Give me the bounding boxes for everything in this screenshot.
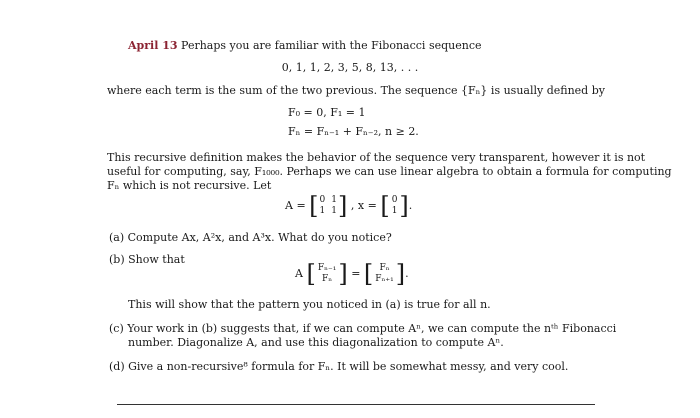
matrix-definition <box>285 192 412 220</box>
heading-line <box>128 39 482 53</box>
part-b: (b) Show that <box>109 253 185 266</box>
vector-cell: 0 <box>391 195 398 205</box>
definition-initial: F₀ = 0, F₁ = 1 <box>288 106 366 119</box>
part-c-line-2: number. Diagonalize A, and use this diagonalization to compute Aⁿ. <box>128 336 504 349</box>
matrix-label: A = <box>285 199 306 212</box>
equation-left-vector: [ Fₙ₋₁ Fₙ ] <box>306 260 348 288</box>
fibonacci-sequence: 0, 1, 1, 2, 3, 5, 8, 13, . . . <box>281 61 419 74</box>
bottom-divider <box>117 404 595 405</box>
equation-a-label: A <box>295 267 303 280</box>
vector-cell: Fₙ₋₁ <box>317 263 337 273</box>
definition-recurrence: Fₙ = Fₙ₋₁ + Fₙ₋₂, n ≥ 2. <box>288 125 419 138</box>
vector-cell: 1 <box>391 206 398 216</box>
vector-label: , x = <box>350 199 377 212</box>
matrix-cell: 1 <box>319 206 326 216</box>
matrix-cell: 1 <box>331 195 338 205</box>
paragraph-motivation-2: useful for computing, say, F₁₀₀₀. Perhaps we can use linear algebra to obtain a formula for computing <box>107 165 672 178</box>
vector-cell: Fₙ <box>379 263 390 273</box>
equation-right-vector: [ Fₙ Fₙ₊₁ ] <box>363 260 406 288</box>
matrix-a: [ 0 1 1 1 ] <box>309 192 348 220</box>
paragraph-definition-intro: where each term is the sum of the two previous. The sequence {Fₙ} is usually defined by <box>107 84 605 97</box>
paragraph-pattern: This will show that the pattern you noticed in (a) is true for all n. <box>128 298 491 311</box>
part-a: (a) Compute Ax, A²x, and A³x. What do you notice? <box>109 231 392 244</box>
vector-cell: Fₙ₊₁ <box>375 274 394 284</box>
equation-equals: = <box>351 267 361 280</box>
show-equation <box>295 260 409 288</box>
equation-period: . <box>405 267 409 280</box>
vector-cell: Fₙ <box>322 274 333 284</box>
heading-text: Perhaps you are familiar with the Fibonacci sequence <box>181 39 482 52</box>
matrix-cell: 0 <box>319 195 326 205</box>
part-d: (d) Give a non-recursive⁸ formula for Fₙ. It will be somewhat messy, and very cool. <box>109 360 569 373</box>
paragraph-motivation-3: Fₙ which is not recursive. Let <box>107 179 272 192</box>
vector-x: [ 0 1 ] <box>380 192 409 220</box>
paragraph-motivation-1: This recursive definition makes the behavior of the sequence very transparent, however it is not <box>107 151 646 164</box>
matrix-cell: 1 <box>331 206 338 216</box>
matrix-period: . <box>408 199 413 212</box>
part-c-line-1: (c) Your work in (b) suggests that, if we can compute Aⁿ, we can compute the nᵗʰ Fibonacci <box>109 322 617 335</box>
heading-date: April 13 <box>128 39 178 52</box>
